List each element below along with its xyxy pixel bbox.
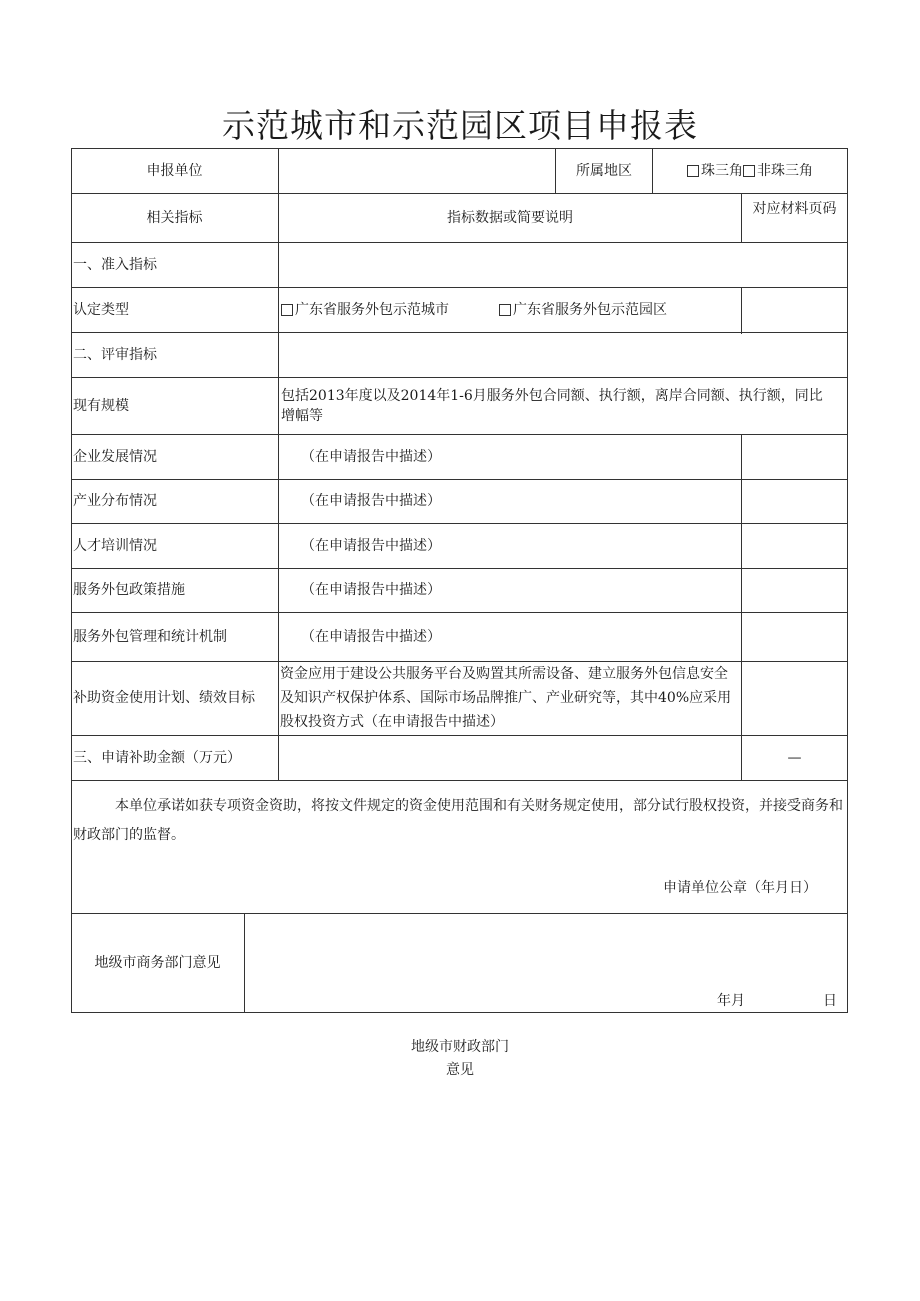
finance-opinion-line2: 意见: [446, 1062, 474, 1078]
region-label: 所属地区: [576, 162, 632, 179]
checkbox-demo-park[interactable]: [499, 304, 511, 316]
amount-page: —: [787, 749, 802, 766]
application-form-table: [71, 148, 848, 1013]
checkbox-non-pearl-delta[interactable]: [743, 165, 755, 177]
row-desc-funding-plan: 资金应用于建设公共服务平台及购置其所需设备、建立服务外包信息安全及知识产权保护体系、国际市场品牌推广、产业研究等，其中40%应采用股权投资方式（在申请报告中描述）: [280, 666, 732, 730]
row-label-industry: 产业分布情况: [73, 493, 157, 509]
commerce-date-day: 日: [823, 993, 837, 1009]
section-entry: 一、准入指标: [73, 256, 157, 273]
recognition-label: 认定类型: [73, 301, 129, 318]
row-label-scale: 现有规模: [73, 397, 129, 414]
applicant-field[interactable]: [279, 148, 555, 193]
section-amount: 三、申请补助金额（万元）: [73, 749, 241, 766]
commitment-text: 本单位承诺如获专项资金资助，将按文件规定的资金使用范围和有关财务规定使用，部分试行股权投资，并接受商务和财政部门的监督。: [73, 798, 843, 843]
region-options: [653, 148, 847, 193]
commerce-date-year-month: 年月: [717, 993, 745, 1009]
section-review: 二、评审指标: [73, 346, 157, 363]
row-desc-scale: 包括2013年度以及2014年1-6月服务外包合同额、执行额，离岸合同额、执行额，同比增幅等: [281, 387, 823, 424]
row-desc-enterprise: （在申请报告中描述）: [301, 448, 441, 465]
row-desc-policy: （在申请报告中描述）: [301, 582, 441, 598]
applicant-seal: 申请单位公章（年月日）: [663, 880, 817, 896]
row-label-enterprise: 企业发展情况: [73, 448, 157, 465]
region-option-non-pearl-delta: 非珠三角: [757, 162, 813, 179]
column-header-data: 指标数据或简要说明: [447, 209, 573, 226]
finance-opinion-line1: 地级市财政部门: [411, 1039, 509, 1055]
amount-field[interactable]: [279, 735, 741, 780]
applicant-label: 申报单位: [146, 162, 203, 179]
row-desc-management: （在申请报告中描述）: [301, 628, 441, 645]
commerce-opinion-label: 地级市商务部门意见: [94, 954, 221, 971]
row-desc-talent: （在申请报告中描述）: [301, 537, 441, 554]
region-option-pearl-delta: 珠三角: [701, 162, 743, 179]
checkbox-demo-city[interactable]: [281, 304, 293, 316]
page-title: 示范城市和示范园区项目申报表: [222, 106, 698, 145]
row-label-management: 服务外包管理和统计机制: [73, 628, 227, 645]
row-label-policy: 服务外包政策措施: [73, 582, 185, 598]
row-desc-industry: （在申请报告中描述）: [301, 493, 441, 509]
row-label-talent: 人才培训情况: [73, 537, 157, 554]
column-header-page: 对应材料页码: [752, 201, 837, 217]
checkbox-pearl-delta[interactable]: [687, 165, 699, 177]
recognition-options: [281, 287, 741, 332]
row-label-funding-plan: 补助资金使用计划、绩效目标: [73, 690, 255, 706]
recognition-option-park: 广东省服务外包示范园区: [513, 301, 667, 318]
column-header-indicator: 相关指标: [146, 209, 203, 226]
recognition-option-city: 广东省服务外包示范城市: [295, 301, 449, 318]
